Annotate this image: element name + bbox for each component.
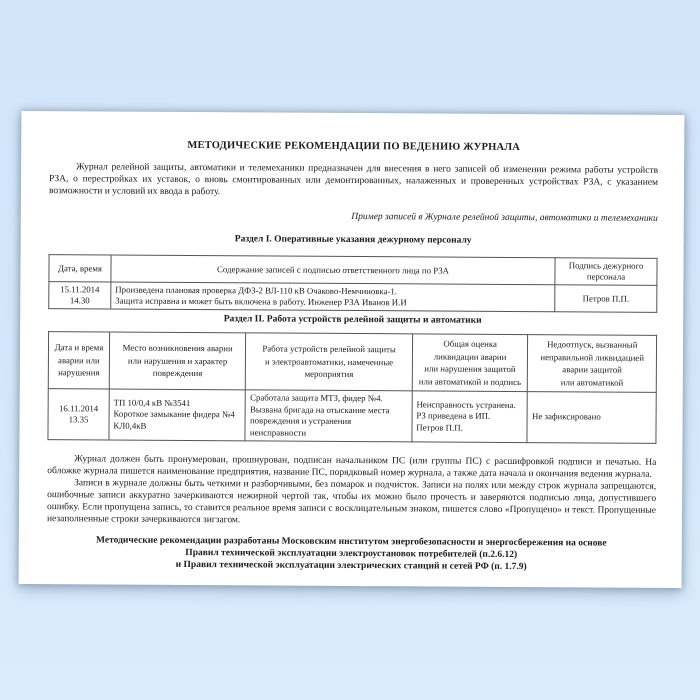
footer-basis-line-2: Правил технической эксплуатации электроустановок потребителей (п.2.6.12) xyxy=(185,547,518,561)
table-header-row xyxy=(48,332,656,393)
table-row xyxy=(48,389,656,444)
column-header-protection-work: Работа устройств релейной защиты и электроавтоматики, намеченные мероприятия xyxy=(246,333,413,391)
cell-date: 15.11.2014 14.30 xyxy=(49,282,111,309)
intro-paragraph: Журнал релейной защиты, автоматики и телемеханики предназначен для внесения в него записей об изменении режима работы устройств РЗА, о перестройках их уставок, о вновь смонтированных или демонтированных, налаженных и проверенных устройствах РЗА, с указанием возможности и условий их ввода в работу. xyxy=(48,162,659,198)
cell-accident-place: ТП 10/0,4 кВ №3541 Короткое замыкание фидера №4 КЛ0,4кВ xyxy=(109,389,246,441)
footer-basis-line-1: Методические рекомендации разработаны Московским институтом энергобезопасности и энергосбережения на основе xyxy=(96,535,607,549)
column-header-accident-place: Место возникновения аварии или нарушения и характер повреждения xyxy=(109,332,246,390)
footer-basis-text xyxy=(47,534,656,574)
doc-title: МЕТОДИЧЕСКИЕ РЕКОМЕНДАЦИИ ПО ВЕДЕНИЮ ЖУРНАЛА xyxy=(187,139,521,154)
document-page xyxy=(19,111,685,588)
example-caption: Пример записей в Журнале релейной защиты, автоматики и телемеханики xyxy=(351,211,658,224)
column-header-signature: Подпись дежурного персонала xyxy=(555,258,657,286)
cell-content: Произведена плановая проверка ДФЗ-2 ВЛ-110 кВ Очаково-Немчиновка-1. Защита исправна и может быть включена в работу. Инженер РЗА Иванов И.И xyxy=(111,282,555,312)
column-header-assessment: Общая оценка ликвидации аварии или нарушения защитой или автоматикой и подпись xyxy=(412,334,528,392)
column-header-content: Содержание записей с подписью ответственного лица по РЗА xyxy=(111,255,555,285)
column-header-date: Дата, время xyxy=(49,255,111,282)
cell-accident-date: 16.11.2014 13.35 xyxy=(48,389,109,440)
journal-numbering-paragraph: Журнал должен быть пронумерован, прошнурован, подписан начальником ПС (или группы ПС) с расшифровкой подписи и печатью. На обложке журнала пишется наименование предприятия, название ПС, порядковый номер журнала, а также дата начала и окончания ведения журнала. xyxy=(47,454,657,480)
journal-records-paragraph: Записи в журнале должны быть четкими и разборчивыми, без помарок и подчисток. Записи на полях или между строк журнала запрещаются, ошибочные записи аккуратно зачеркиваются нежирной чертой так, чтобы их можно было прочесть и заверяются подписью лица, допустившего ошибку. Если пропущена запись, то ставится реальное время записи с восклицательным знаком, пишется слово «Пропущено» и текст. Пропущенные незаполненные строки зачеркиваются зигзагом. xyxy=(46,478,657,526)
cell-undersupply: Не зафиксировано xyxy=(527,392,656,444)
footer-basis-line-3: и Правил технической эксплуатации электрических станций и сетей РФ (п. 1.7.9) xyxy=(175,559,527,573)
cell-signature: Петров П.П. xyxy=(555,285,657,313)
section-1-heading: Раздел I. Оперативные указания дежурному персоналу xyxy=(234,234,472,246)
column-header-accident-date: Дата и время аварии или нарушения xyxy=(48,332,109,389)
table-header-row xyxy=(49,255,657,286)
column-header-undersupply: Недоотпуск, вызванный неправильной ликвидацией аварии защитой или автоматикой xyxy=(528,335,657,393)
section-2-heading: Раздел II. Работа устройств релейной защиты и автоматики xyxy=(223,314,482,326)
table-row xyxy=(49,282,657,313)
section-1-table xyxy=(48,254,657,313)
cell-protection-work: Сработала защита МТЗ, фидер №4. Вызвана бригада на отыскание места повреждения и устранения неисправности xyxy=(245,390,412,442)
section-2-table xyxy=(47,331,657,444)
cell-assessment: Неисправность устранена. РЗ приведена в ИП. Петров П.П. xyxy=(412,391,528,443)
